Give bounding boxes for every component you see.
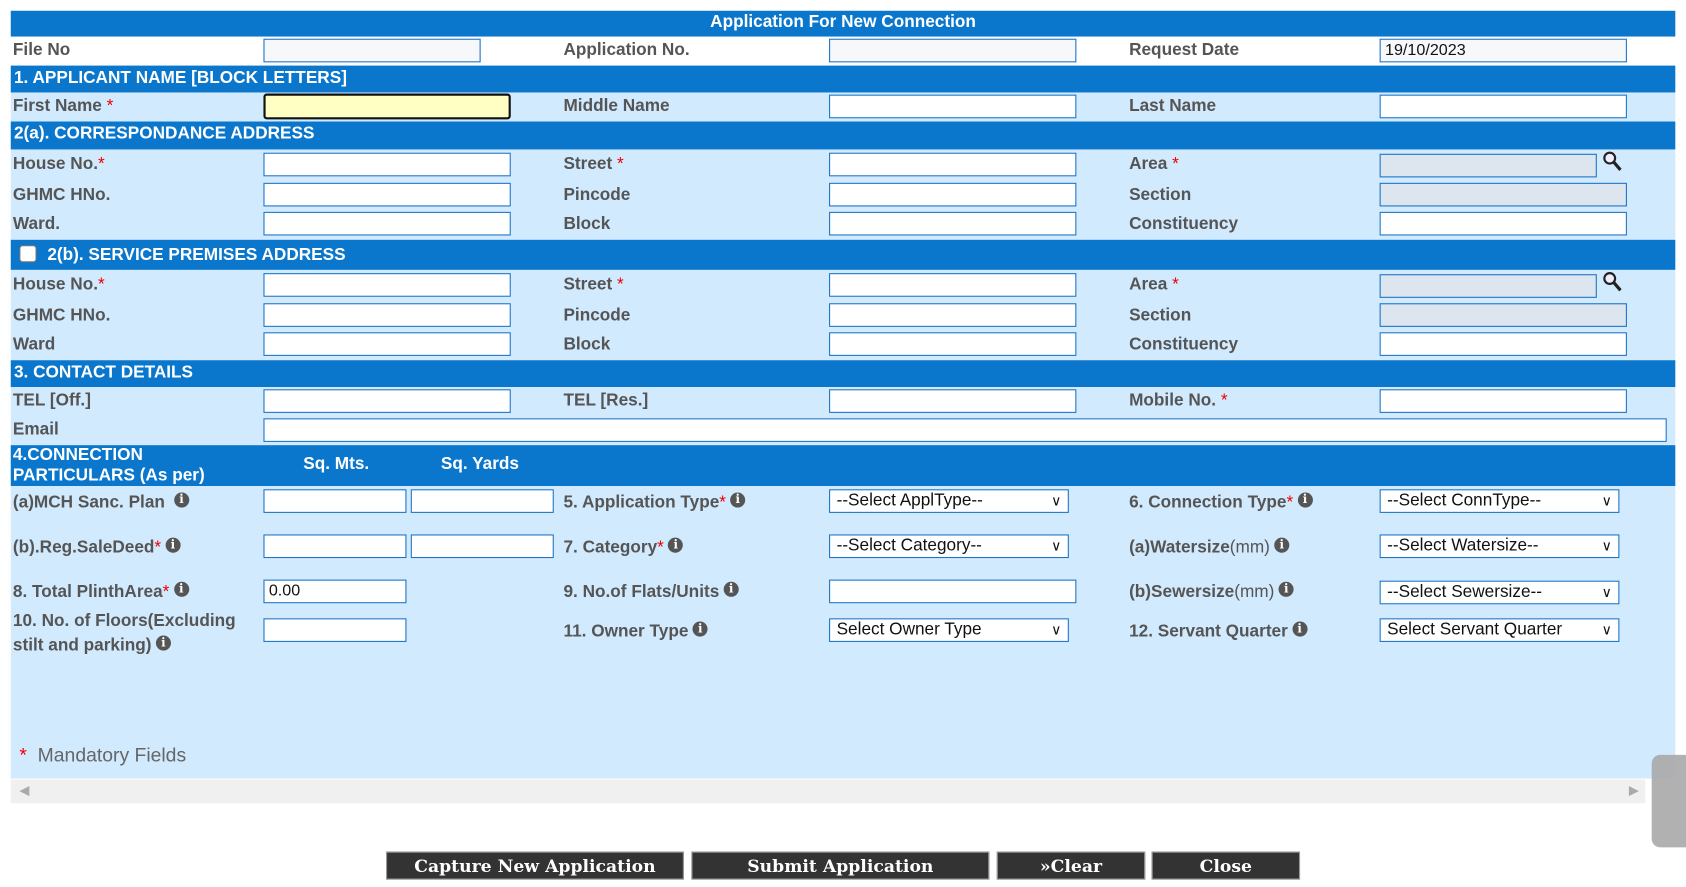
s-ward-input[interactable] xyxy=(263,332,510,356)
c-ward-label: Ward. xyxy=(12,215,61,234)
horizontal-scrollbar[interactable] xyxy=(11,780,1645,804)
tel-off-input[interactable] xyxy=(263,389,510,413)
s-street-label: Street * xyxy=(563,275,624,294)
c-constituency-label: Constituency xyxy=(1129,215,1239,234)
c-ghmc-label: GHMC HNo. xyxy=(12,186,111,205)
s-section-input[interactable] xyxy=(1380,303,1627,327)
s-ghmc-label: GHMC HNo. xyxy=(12,306,111,325)
plinth-input[interactable]: 0.00 xyxy=(263,580,406,604)
owner-type-label: 11. Owner Type i xyxy=(563,622,707,642)
last-name-label: Last Name xyxy=(1129,96,1217,116)
s-house-no-input[interactable] xyxy=(263,273,510,297)
submit-application-button[interactable]: Submit Application xyxy=(691,852,989,880)
flats-label: 9. No.of Flats/Units i xyxy=(563,582,738,602)
floors-input[interactable] xyxy=(263,618,406,642)
tel-res-label: TEL [Res.] xyxy=(563,391,649,410)
c-pincode-label: Pincode xyxy=(563,186,631,205)
email-label: Email xyxy=(12,420,59,439)
owner-type-select[interactable]: Select Owner Type ∨ xyxy=(829,618,1069,642)
c-ghmc-input[interactable] xyxy=(263,183,510,207)
capture-new-application-button[interactable]: Capture New Application xyxy=(386,852,684,880)
s-constituency-input[interactable] xyxy=(1380,332,1627,356)
info-icon: i xyxy=(174,582,189,597)
info-icon: i xyxy=(730,492,745,507)
file-no-input[interactable] xyxy=(263,39,480,63)
mch-label: (a)MCH Sanc. Plan i xyxy=(13,492,189,512)
s-block-input[interactable] xyxy=(829,332,1076,356)
same-address-checkbox[interactable] xyxy=(19,245,36,262)
scroll-right-icon[interactable]: ▶ xyxy=(1628,782,1639,798)
mobile-label: Mobile No. * xyxy=(1129,391,1228,410)
mandatory-note: * Mandatory Fields xyxy=(19,744,187,766)
info-icon: i xyxy=(1292,622,1307,637)
info-icon: i xyxy=(1279,582,1294,597)
last-name-input[interactable] xyxy=(1380,95,1627,119)
sewersize-select[interactable]: --Select Sewersize-- ∨ xyxy=(1380,581,1620,605)
c-street-label: Street * xyxy=(563,154,624,174)
clear-button[interactable]: »Clear xyxy=(997,852,1145,880)
c-area-label: Area * xyxy=(1129,154,1179,174)
section-contact-details: 3. CONTACT DETAILS xyxy=(11,360,1676,387)
request-date-input[interactable]: 19/10/2023 xyxy=(1380,39,1627,63)
c-house-no-input[interactable] xyxy=(263,153,510,177)
application-no-label: Application No. xyxy=(563,40,690,60)
info-icon: i xyxy=(1297,492,1312,507)
scroll-left-icon[interactable]: ◀ xyxy=(19,782,30,798)
info-icon: i xyxy=(668,538,683,553)
middle-name-label: Middle Name xyxy=(563,96,670,116)
c-section-input[interactable] xyxy=(1380,183,1627,207)
c-constituency-input[interactable] xyxy=(1380,212,1627,236)
section-applicant-name: 1. APPLICANT NAME [BLOCK LETTERS] xyxy=(11,66,1676,93)
s-ghmc-input[interactable] xyxy=(263,303,510,327)
conn-type-select[interactable]: --Select ConnType-- ∨ xyxy=(1380,489,1620,513)
s-street-input[interactable] xyxy=(829,273,1076,297)
s-block-label: Block xyxy=(563,335,611,354)
flats-input[interactable] xyxy=(829,580,1076,604)
tel-off-label: TEL [Off.] xyxy=(12,391,91,410)
sq-mts-header: Sq. Mts. xyxy=(303,454,370,474)
search-icon[interactable] xyxy=(1602,151,1621,173)
watersize-label: (a)Watersize(mm) i xyxy=(1129,538,1289,558)
file-no-label: File No xyxy=(12,40,71,60)
c-section-label: Section xyxy=(1129,186,1192,205)
email-input[interactable] xyxy=(263,418,1666,442)
info-icon: i xyxy=(174,492,189,507)
c-house-no-label: House No.* xyxy=(12,154,105,174)
tel-res-input[interactable] xyxy=(829,389,1076,413)
request-date-label: Request Date xyxy=(1129,40,1240,60)
plinth-label: 8. Total PlinthArea* i xyxy=(13,582,189,602)
mobile-input[interactable] xyxy=(1380,389,1627,413)
conn-type-label: 6. Connection Type* i xyxy=(1129,492,1312,512)
middle-name-input[interactable] xyxy=(829,95,1076,119)
sewersize-label: (b)Sewersize(mm) i xyxy=(1129,582,1294,602)
category-select[interactable]: --Select Category-- ∨ xyxy=(829,534,1069,558)
s-area-input[interactable] xyxy=(1380,274,1597,298)
info-icon: i xyxy=(724,582,739,597)
search-icon[interactable] xyxy=(1602,271,1621,293)
section-connection-particulars: 4.CONNECTION PARTICULARS (As per) Sq. Mts. Sq. Yards xyxy=(11,445,1676,486)
section-service-premises-address: 2(b). SERVICE PREMISES ADDRESS xyxy=(11,240,1676,270)
mch-sqmts-input[interactable] xyxy=(263,489,406,513)
appl-type-label: 5. Application Type* i xyxy=(563,492,745,512)
feedback-tab[interactable] xyxy=(1652,755,1686,847)
floors-label: 10. No. of Floors(Excluding stilt and parking) i xyxy=(12,611,236,655)
close-button[interactable]: Close xyxy=(1152,852,1300,880)
saledeed-sqmts-input[interactable] xyxy=(263,534,406,558)
mch-sqyards-input[interactable] xyxy=(411,489,554,513)
c-pincode-input[interactable] xyxy=(829,183,1076,207)
c-ward-input[interactable] xyxy=(263,212,510,236)
form-title: Application For New Connection xyxy=(11,11,1676,37)
info-icon: i xyxy=(165,538,180,553)
s-constituency-label: Constituency xyxy=(1129,335,1239,354)
c-block-input[interactable] xyxy=(829,212,1076,236)
c-area-input[interactable] xyxy=(1380,154,1597,178)
s-ward-label: Ward xyxy=(12,335,56,354)
info-icon: i xyxy=(1274,538,1289,553)
sq-yards-header: Sq. Yards xyxy=(440,454,519,474)
info-icon: i xyxy=(156,636,171,651)
appl-type-select[interactable]: --Select ApplType-- ∨ xyxy=(829,489,1069,513)
c-block-label: Block xyxy=(563,215,611,234)
info-icon: i xyxy=(693,622,708,637)
s-area-label: Area * xyxy=(1129,275,1179,294)
category-label: 7. Category* i xyxy=(563,538,683,558)
s-pincode-input[interactable] xyxy=(829,303,1076,327)
first-name-label: First Name * xyxy=(12,96,114,116)
c-street-input[interactable] xyxy=(829,153,1076,177)
application-no-input[interactable] xyxy=(829,39,1076,63)
watersize-select[interactable]: --Select Watersize-- ∨ xyxy=(1380,534,1620,558)
s-pincode-label: Pincode xyxy=(563,306,631,325)
servant-quarter-select[interactable]: Select Servant Quarter ∨ xyxy=(1380,618,1620,642)
saledeed-label: (b).Reg.SaleDeed* i xyxy=(13,538,181,558)
s-section-label: Section xyxy=(1129,306,1192,325)
first-name-input[interactable] xyxy=(263,94,510,120)
s-house-no-label: House No.* xyxy=(12,275,105,294)
section-correspondence-address: 2(a). CORRESPONDANCE ADDRESS xyxy=(11,122,1676,150)
servant-quarter-label: 12. Servant Quarter i xyxy=(1129,622,1307,642)
saledeed-sqyards-input[interactable] xyxy=(411,534,554,558)
